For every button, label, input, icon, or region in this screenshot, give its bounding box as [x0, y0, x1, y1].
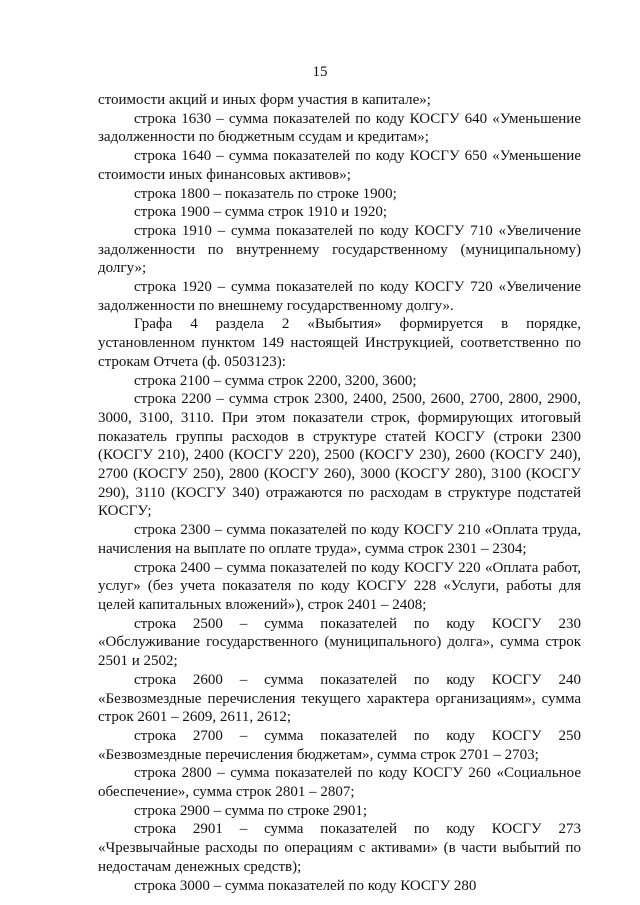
paragraph: строка 1640 – сумма показателей по коду КОСГУ 650 «Уменьшение стоимости иных финансовых активов»;: [98, 148, 581, 183]
paragraph: строка 1800 – показатель по строке 1900;: [134, 185, 397, 202]
paragraph: строка 1920 – сумма показателей по коду КОСГУ 720 «Увеличение задолженности по внешнему государственному долгу».: [98, 279, 581, 314]
paragraph: строка 2900 – сумма по строке 2901;: [134, 802, 368, 819]
document-body: [98, 91, 581, 895]
paragraph: строка 2100 – сумма строк 2200, 3200, 3600;: [134, 372, 417, 389]
paragraph: строка 1910 – сумма показателей по коду КОСГУ 710 «Увеличение задолженности по внутреннему государственному (муниципальному) долгу»;: [98, 222, 581, 277]
page-number: 15: [312, 64, 328, 80]
paragraph: строка 2901 – сумма показателей по коду КОСГУ 273 «Чрезвычайные расходы по операциям с активами» (в части выбытий по недостачам денежных средств);: [98, 821, 581, 875]
paragraph: стоимости акций и иных форм участия в капитале»;: [98, 92, 431, 108]
paragraph: строка 1900 – сумма строк 1910 и 1920;: [134, 204, 388, 221]
paragraph: строка 2200 – сумма строк 2300, 2400, 2500, 2600, 2700, 2800, 2900, 3000, 3100, 3110. При этом показатели строк, формирующих итоговый показатель группы расходов в структуре статей КОСГУ (строки 2300 (КОСГУ 210), 2400 (КОСГУ 220), 2500 (КОСГУ 230), 2600 (КОСГУ 240), 2700 (КОСГУ 250), 2800 (КОСГУ 260), 3000 (КОСГУ 280), 3100 (КОСГУ 290), 3110 (КОСГУ 340) отражаются по расходам в структуре подстатей КОСГУ;: [98, 391, 581, 520]
paragraph: строка 2300 – сумма показателей по коду КОСГУ 210 «Оплата труда, начисления на выплате по оплате труда», сумма строк 2301 – 2304;: [98, 522, 581, 557]
paragraph: строка 2700 – сумма показателей по коду КОСГУ 250 «Безвозмездные перечисления бюджетам», сумма строк 2701 – 2703;: [98, 727, 581, 763]
paragraph: Графа 4 раздела 2 «Выбытия» формируется в порядке, установленном пунктом 149 настоящей Инструкцией, соответственно по строкам Отчета (ф. 0503123):: [98, 316, 581, 370]
paragraph: строка 3000 – сумма показателей по коду КОСГУ 280: [134, 877, 477, 894]
paragraph: строка 1630 – сумма показателей по коду КОСГУ 640 «Уменьшение задолженности по бюджетным ссудам и кредитам»;: [98, 110, 581, 146]
paragraph: строка 2400 – сумма показателей по коду КОСГУ 220 «Оплата работ, услуг» (без учета показателя по коду КОСГУ 228 «Услуги, работы для целей капитальных вложений»), строк 2401 – 2408;: [98, 559, 581, 613]
paragraph: строка 2600 – сумма показателей по коду КОСГУ 240 «Безвозмездные перечисления текущего характера организациям», сумма строк 2601 – 2609, 2611, 2612;: [98, 671, 581, 726]
paragraph: строка 2800 – сумма показателей по коду КОСГУ 260 «Социальное обеспечение», сумма строк 2801 – 2807;: [98, 765, 581, 801]
paragraph: строка 2500 – сумма показателей по коду КОСГУ 230 «Обслуживание государственного (муниципального) долга», сумма строк 2501 и 2502;: [98, 615, 581, 670]
